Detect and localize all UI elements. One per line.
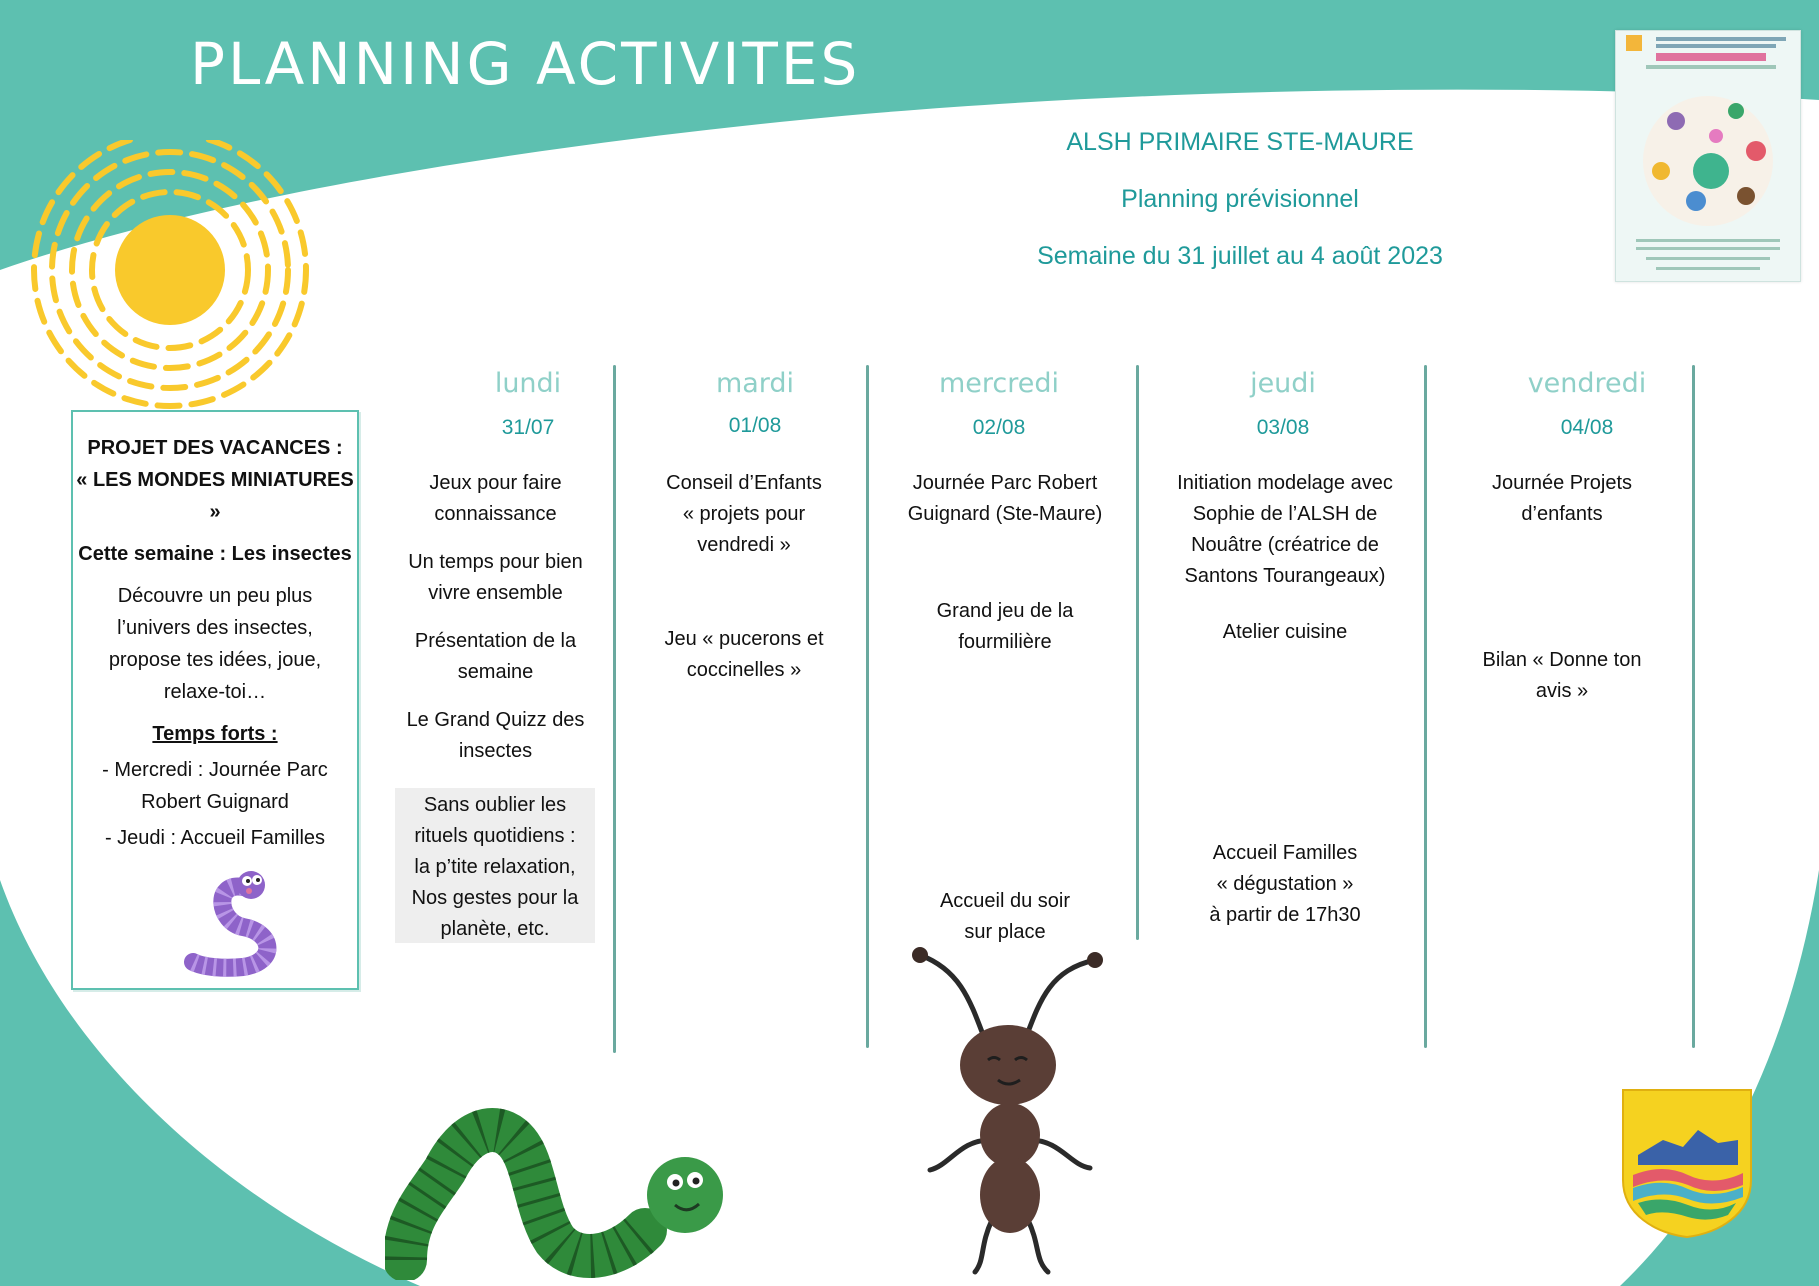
day-date: 31/07 [501, 416, 555, 439]
activity-line: Journée Parc Robert [912, 472, 1098, 494]
day-name: mercredi [938, 368, 1060, 399]
desc-line: l’univers des insectes, [117, 617, 313, 639]
activities-jeudi [1150, 468, 1420, 931]
activity-line: Initiation modelage avec [1177, 472, 1393, 494]
desc-line: Découvre un peu plus [117, 585, 313, 607]
day-date: 01/08 [728, 414, 782, 437]
project-heading: PROJET DES VACANCES : [87, 437, 343, 459]
ritual-line: Sans oublier les [423, 794, 567, 816]
community-logo [1618, 1085, 1756, 1240]
activity-line: Le Grand Quizz des [406, 709, 585, 731]
activity-line: Accueil du soir [939, 890, 1071, 912]
activity-line: Présentation de la [414, 630, 577, 652]
day-header-mercredi [889, 368, 1109, 440]
highlight-line: Robert Guignard [141, 791, 289, 813]
desc-line: propose tes idées, joue, [108, 649, 322, 671]
activity-line: Accueil Familles [1212, 842, 1358, 864]
activity-line: « dégustation » [1216, 873, 1354, 895]
activity-line: semaine [457, 661, 534, 683]
activities-lundi [388, 468, 603, 767]
ritual-line: planète, etc. [440, 918, 550, 940]
day-date: 03/08 [1256, 416, 1310, 439]
activity-line: fourmilière [958, 631, 1052, 653]
ant-icon [900, 940, 1120, 1280]
rituals-box [395, 788, 595, 943]
activities-mardi [634, 468, 854, 686]
activity-line: vendredi » [697, 534, 791, 556]
activity-line: d’enfants [1521, 503, 1603, 525]
day-name: vendredi [1527, 368, 1647, 399]
day-date: 04/08 [1560, 416, 1614, 439]
activity-line: Un temps pour bien [408, 551, 583, 573]
activity-line: coccinelles » [686, 659, 802, 681]
column-separator [1424, 365, 1427, 1048]
column-separator [613, 365, 616, 1053]
activity-line: vivre ensemble [428, 582, 563, 604]
day-header-vendredi [1477, 368, 1697, 440]
week-dates: Semaine du 31 juillet au 4 août 2023 [1037, 242, 1443, 270]
activity-line: Journée Projets [1491, 472, 1633, 494]
header-block [940, 120, 1540, 291]
day-date: 02/08 [972, 416, 1026, 439]
activity-line: insectes [458, 740, 533, 762]
brochure-thumbnail [1615, 30, 1801, 282]
desc-line: relaxe-toi… [163, 681, 267, 703]
caterpillar-icon [385, 1090, 745, 1280]
sun-icon [20, 140, 320, 420]
worm-icon [183, 867, 313, 982]
project-theme: « LES MONDES MINIATURES » [76, 469, 354, 523]
activity-line: Nouâtre (créatrice de [1191, 534, 1379, 556]
day-name: jeudi [1250, 368, 1316, 399]
activity-line: connaissance [434, 503, 557, 525]
activity-line: Santons Tourangeaux) [1184, 565, 1386, 587]
activity-line: Jeu « pucerons et [664, 628, 824, 650]
highlight-line: - Mercredi : Journée Parc [102, 759, 328, 781]
week-theme: Cette semaine : Les insectes [78, 543, 352, 565]
activity-line: Conseil d’Enfants [666, 472, 822, 494]
activity-line: Jeux pour faire [429, 472, 562, 494]
ritual-line: rituels quotidiens : [414, 825, 576, 847]
column-separator [1136, 365, 1139, 940]
planning-subtitle: Planning prévisionnel [1121, 185, 1359, 213]
ritual-line: la p’tite relaxation, [414, 856, 576, 878]
activity-line: Bilan « Donne ton [1482, 649, 1642, 671]
project-box [71, 410, 359, 990]
page-title: PLANNING ACTIVITES [190, 30, 861, 98]
activity-line: avis » [1535, 680, 1589, 702]
day-name: mardi [715, 368, 795, 399]
activity-line: à partir de 17h30 [1209, 904, 1361, 926]
day-header-mardi [645, 368, 865, 438]
column-separator [866, 365, 869, 1048]
column-separator [1692, 365, 1695, 1048]
activity-line: « projets pour [682, 503, 806, 525]
activity-line: Grand jeu de la [936, 600, 1074, 622]
activity-line: Guignard (Ste-Maure) [907, 503, 1103, 525]
activity-line: Sophie de l’ALSH de [1192, 503, 1378, 525]
activities-mercredi [885, 468, 1125, 948]
activity-line: sur place [964, 921, 1046, 943]
day-header-jeudi [1173, 368, 1393, 440]
activity-line: Atelier cuisine [1222, 621, 1348, 643]
highlights-label: Temps forts : [152, 723, 278, 745]
day-header-lundi [418, 368, 638, 440]
day-name: lundi [494, 368, 562, 399]
center-name: ALSH PRIMAIRE STE-MAURE [1066, 128, 1414, 156]
ritual-line: Nos gestes pour la [411, 887, 579, 909]
highlight-line: - Jeudi : Accueil Familles [104, 827, 326, 849]
activities-vendredi [1446, 468, 1678, 707]
